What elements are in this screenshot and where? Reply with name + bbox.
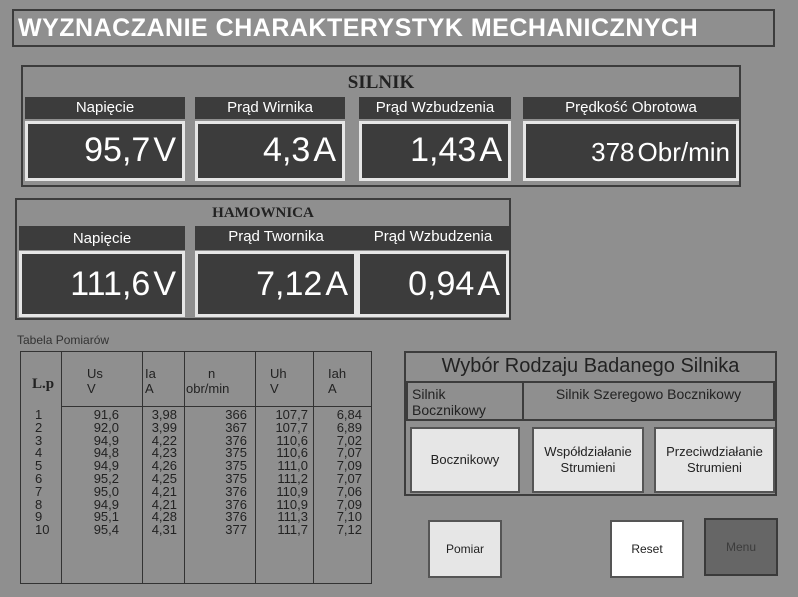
cell-iah: 7,09 bbox=[336, 496, 362, 512]
header-n-unit: obr/min bbox=[186, 381, 230, 396]
silnik-speed-label: Prędkość Obrotowa bbox=[523, 97, 739, 119]
page-title: WYZNACZANIE CHARAKTERYSTYK MECHANICZNYCH bbox=[12, 9, 775, 47]
cell-ia: 4,31 bbox=[151, 522, 177, 538]
silnik-panel-title: SILNIK bbox=[347, 72, 415, 93]
ia-column bbox=[143, 409, 177, 537]
silnik-panel bbox=[21, 65, 741, 187]
cell-n: 375 bbox=[225, 445, 247, 461]
differential-flux-button[interactable]: Przeciwdziałanie Strumieni bbox=[654, 427, 775, 493]
silnik-rotor-current-unit: A bbox=[313, 131, 336, 169]
cell-uh: 111,0 bbox=[277, 458, 308, 474]
cell-us: 95,4 bbox=[93, 522, 119, 538]
cell-iah: 6,84 bbox=[336, 407, 362, 422]
cumulative-flux-button[interactable]: Współdziałanie Strumieni bbox=[532, 427, 644, 493]
cell-ia: 3,98 bbox=[151, 407, 177, 422]
hamownica-panel bbox=[15, 198, 511, 320]
header-us-unit: V bbox=[87, 381, 96, 396]
cell-lp: 10 bbox=[35, 522, 50, 538]
hamownica-armature-current-value: 7,12 bbox=[256, 265, 323, 303]
cell-ia: 3,99 bbox=[151, 419, 177, 435]
tab-shunt-motor[interactable]: Silnik Bocznikowy bbox=[406, 381, 524, 421]
header-us bbox=[87, 366, 103, 396]
silnik-rotor-current-label: Prąd Wirnika bbox=[195, 97, 345, 119]
cell-lp: 6 bbox=[35, 470, 43, 486]
cell-uh: 107,7 bbox=[275, 419, 308, 435]
cell-iah: 7,02 bbox=[336, 432, 362, 448]
cell-n: 375 bbox=[225, 458, 247, 474]
lp-column bbox=[35, 409, 59, 537]
silnik-rotor-current-value: 4,3 bbox=[263, 131, 311, 169]
cell-iah: 7,10 bbox=[336, 509, 362, 525]
cell-uh: 110,6 bbox=[276, 445, 308, 461]
cell-lp: 9 bbox=[35, 509, 43, 525]
header-uh-unit: V bbox=[270, 381, 279, 396]
silnik-excitation-current-unit: A bbox=[479, 131, 502, 169]
cell-us: 91,6 bbox=[93, 407, 119, 422]
header-ia bbox=[145, 366, 156, 396]
silnik-excitation-current-display bbox=[359, 121, 511, 181]
header-uh-name: Uh bbox=[270, 366, 287, 381]
cell-lp: 8 bbox=[35, 496, 43, 512]
hamownica-excitation-current-value: 0,94 bbox=[408, 265, 475, 303]
cell-lp: 1 bbox=[35, 407, 43, 422]
cell-ia: 4,25 bbox=[151, 470, 177, 486]
motor-type-panel bbox=[404, 351, 777, 496]
reset-button[interactable]: Reset bbox=[610, 520, 684, 578]
cell-uh: 110,6 bbox=[276, 432, 308, 448]
measure-button[interactable]: Pomiar bbox=[428, 520, 502, 578]
shunt-button[interactable]: Bocznikowy bbox=[410, 427, 520, 493]
cell-uh: 111,7 bbox=[277, 522, 308, 538]
cell-uh: 107,7 bbox=[275, 407, 308, 422]
iah-column bbox=[314, 409, 362, 537]
cell-us: 94,9 bbox=[93, 496, 119, 512]
uh-column bbox=[256, 409, 308, 537]
cell-n: 377 bbox=[225, 522, 247, 538]
silnik-speed-value: 378 bbox=[591, 137, 635, 167]
hamownica-armature-current-display bbox=[195, 251, 357, 317]
silnik-voltage-value: 95,7 bbox=[84, 131, 151, 169]
cell-us: 95,2 bbox=[93, 470, 119, 486]
cell-uh: 110,9 bbox=[276, 483, 308, 499]
cell-n: 376 bbox=[225, 496, 247, 512]
cell-iah: 7,07 bbox=[336, 470, 362, 486]
silnik-speed-display bbox=[523, 121, 739, 181]
hamownica-armature-current-unit: A bbox=[325, 265, 348, 303]
silnik-excitation-current-label: Prąd Wzbudzenia bbox=[359, 97, 511, 119]
header-n-name: n bbox=[208, 366, 216, 381]
cell-ia: 4,21 bbox=[151, 483, 177, 499]
table-caption: Tabela Pomiarów bbox=[17, 333, 110, 347]
silnik-voltage-display bbox=[25, 121, 185, 181]
header-ia-unit: A bbox=[145, 381, 154, 396]
hamownica-armature-current-label: Prąd Twornika bbox=[195, 226, 357, 250]
cell-iah: 7,09 bbox=[336, 458, 362, 474]
header-iah bbox=[328, 366, 346, 396]
tab-compound-motor[interactable]: Silnik Szeregowo Bocznikowy bbox=[522, 381, 775, 421]
silnik-speed-unit: Obr/min bbox=[637, 137, 730, 167]
header-iah-unit: A bbox=[328, 381, 337, 396]
cell-iah: 7,06 bbox=[336, 483, 362, 499]
cell-us: 95,0 bbox=[93, 483, 119, 499]
cell-us: 94,9 bbox=[93, 458, 119, 474]
cell-us: 94,9 bbox=[93, 432, 119, 448]
cell-n: 366 bbox=[225, 407, 247, 422]
silnik-excitation-current-value: 1,43 bbox=[410, 131, 477, 169]
hamownica-excitation-current-label: Prąd Wzbudzenia bbox=[357, 226, 509, 250]
hamownica-excitation-current-display bbox=[357, 251, 509, 317]
cell-ia: 4,22 bbox=[151, 432, 177, 448]
cell-lp: 5 bbox=[35, 458, 43, 474]
measurement-table bbox=[20, 351, 372, 584]
menu-button[interactable]: Menu bbox=[704, 518, 778, 576]
cell-uh: 111,2 bbox=[277, 470, 308, 486]
hamownica-voltage-display bbox=[19, 251, 185, 317]
hamownica-voltage-value: 111,6 bbox=[70, 265, 151, 303]
cell-lp: 3 bbox=[35, 432, 43, 448]
cell-lp: 2 bbox=[35, 419, 43, 435]
silnik-voltage-unit: V bbox=[153, 131, 176, 169]
cell-us: 94,8 bbox=[93, 445, 119, 461]
cell-uh: 111,3 bbox=[277, 509, 308, 525]
cell-ia: 4,28 bbox=[151, 509, 177, 525]
hamownica-voltage-label: Napięcie bbox=[19, 226, 185, 250]
cell-n: 376 bbox=[225, 432, 247, 448]
header-ia-name: Ia bbox=[145, 366, 156, 381]
hamownica-excitation-current-unit: A bbox=[477, 265, 500, 303]
hamownica-panel-title: HAMOWNICA bbox=[212, 205, 314, 221]
header-uh bbox=[270, 366, 287, 396]
cell-lp: 7 bbox=[35, 483, 43, 499]
cell-iah: 7,07 bbox=[336, 445, 362, 461]
cell-lp: 4 bbox=[35, 445, 43, 461]
us-column bbox=[63, 409, 119, 537]
header-us-name: Us bbox=[87, 366, 103, 381]
cell-us: 95,1 bbox=[93, 509, 119, 525]
header-n bbox=[186, 366, 229, 396]
cell-n: 376 bbox=[225, 483, 247, 499]
cell-n: 375 bbox=[225, 470, 247, 486]
motor-type-title: Wybór Rodzaju Badanego Silnika bbox=[441, 355, 740, 377]
n-column bbox=[185, 409, 247, 537]
silnik-rotor-current-display bbox=[195, 121, 345, 181]
header-lp: L.p bbox=[32, 376, 55, 392]
cell-iah: 7,12 bbox=[336, 522, 362, 538]
cell-ia: 4,26 bbox=[151, 458, 177, 474]
cell-iah: 6,89 bbox=[336, 419, 362, 435]
silnik-voltage-label: Napięcie bbox=[25, 97, 185, 119]
cell-us: 92,0 bbox=[93, 419, 119, 435]
cell-uh: 110,9 bbox=[276, 496, 308, 512]
cell-ia: 4,23 bbox=[151, 445, 177, 461]
cell-n: 367 bbox=[225, 419, 247, 435]
cell-n: 376 bbox=[225, 509, 247, 525]
hamownica-voltage-unit: V bbox=[153, 265, 176, 303]
cell-ia: 4,21 bbox=[151, 496, 177, 512]
header-iah-name: Iah bbox=[328, 366, 347, 381]
